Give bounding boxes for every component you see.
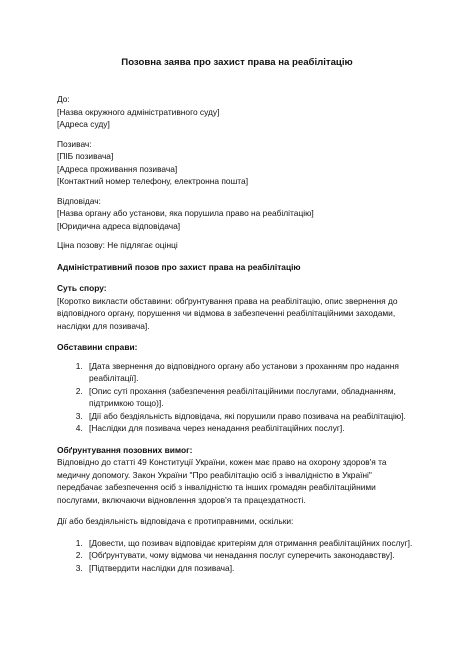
circumstances-list <box>57 360 419 435</box>
essence-heading: Суть спору: <box>57 283 107 293</box>
defendant-address: [Юридична адреса відповідача] <box>57 220 181 231</box>
grounds-text: Відповідно до статті 49 Конституції України, кожен має право на охорону здоров'я та медичну допомогу. Закон України "Про реабілітацію осіб з інвалідністю в Україні" передбачає забезпечення осіб з інвалідністю та інших громадян реабілітаційними послугами, включаючи відновлення здоров'я та працездатності. <box>57 457 387 505</box>
court-address: [Адреса суду] <box>57 119 110 129</box>
plaintiff-contacts: [Контактний номер телефону, електронна пошта] <box>57 176 249 186</box>
list-item: 2. [Обґрунтувати, чому відмова чи ненадання послуг суперечить законодавству]. <box>85 549 419 562</box>
list-item: 4. [Наслідки для позивача через ненадання реабілітаційних послуг]. <box>85 422 419 435</box>
circumstances-heading: Обставини справи: <box>57 342 138 352</box>
defendant-name: [Назва органу або установи, яка порушила право на реабілітацію] <box>57 208 314 218</box>
unlawful-intro: Дії або бездіяльність відповідача є протиправними, оскільки: <box>57 516 294 526</box>
plaintiff-address: [Адреса проживання позивача] <box>57 163 178 174</box>
plaintiff-label: Позивач: <box>57 138 92 149</box>
document-body <box>57 93 419 583</box>
court-block <box>57 93 419 131</box>
claim-heading: Адміністративний позов про захист права на реабілітацію <box>57 261 301 272</box>
grounds-list <box>57 537 419 575</box>
claim-price: Ціна позову: Не підлягає оцінці <box>57 240 178 250</box>
essence-text: [Коротко викласти обставини: обґрунтування права на реабілітацію, опис звернення до відповідного органу, порушення чи відмова в забезпеченні реабілітаційними заходами, наслідки для позивача]. <box>57 295 398 331</box>
grounds-heading: Обґрунтування позовних вимог: <box>57 444 193 455</box>
court-label: До: <box>57 94 70 104</box>
list-item: 1. [Довести, що позивач відповідає критеріям для отримання реабілітаційних послуг]. <box>85 537 419 550</box>
court-name: [Назва окружного адміністративного суду] <box>57 106 220 117</box>
defendant-block <box>57 195 419 233</box>
list-item: 3. [Підтвердити наслідки для позивача]. <box>85 562 419 575</box>
plaintiff-name: [ПІБ позивача] <box>57 151 114 161</box>
list-item: 2. [Опис суті прохання (забезпечення реабілітаційними послугами, обладнанням, підтримкою тощо)]. <box>85 385 419 410</box>
document-title: Позовна заява про захист права на реабілітацію <box>121 57 353 68</box>
plaintiff-block <box>57 138 419 188</box>
list-item: 3. [Дії або бездіяльність відповідача, які порушили право позивача на реабілітацію]. <box>85 410 419 423</box>
defendant-label: Відповідач: <box>57 195 101 206</box>
list-item: 1. [Дата звернення до відповідного органу або установи з проханням про надання реабілітації]. <box>85 360 419 385</box>
